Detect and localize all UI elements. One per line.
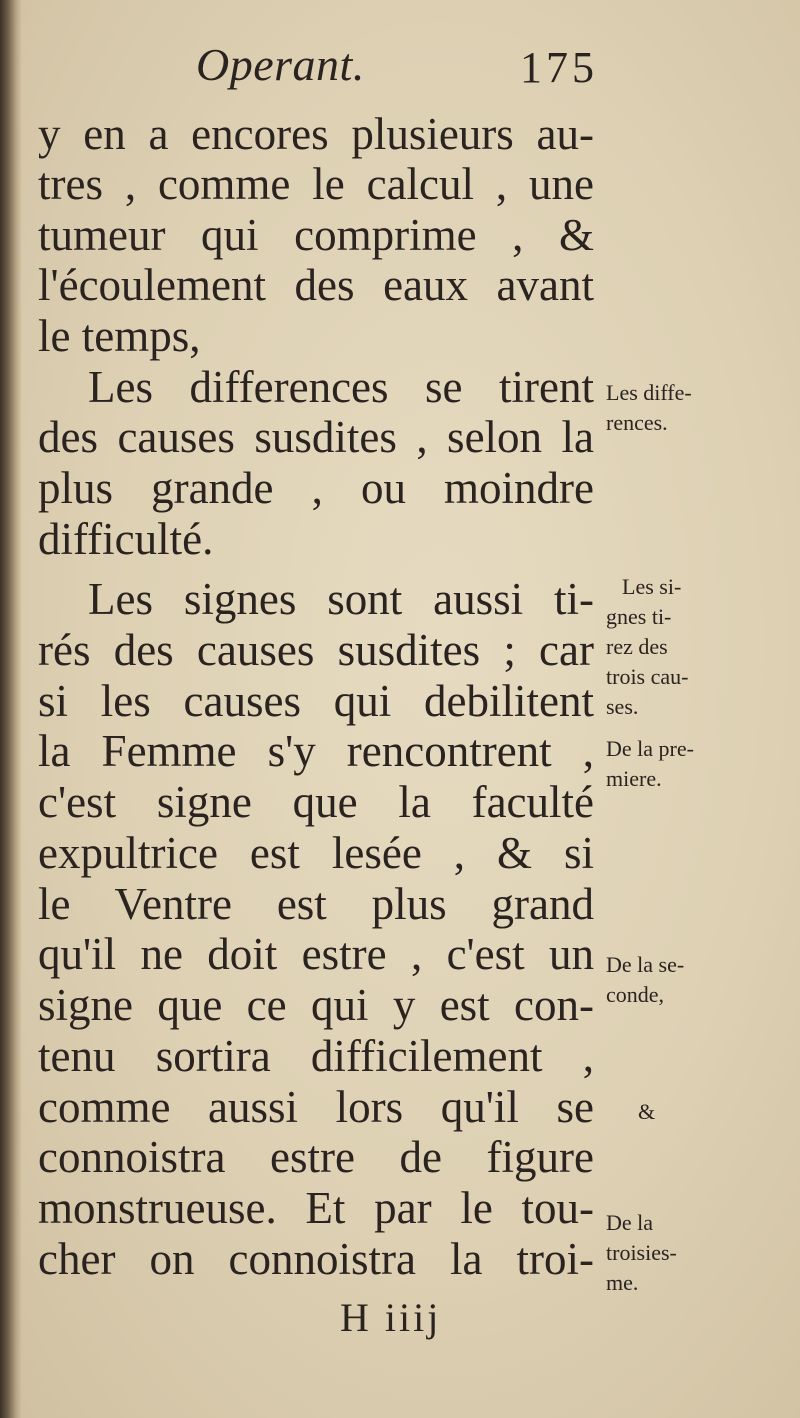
margin-note-line: ses. <box>606 694 639 719</box>
text-line: difficulté. <box>38 514 214 564</box>
margin-note-third <box>606 1208 766 1298</box>
margin-note-line: rences. <box>606 410 668 435</box>
margin-note-first <box>606 734 766 794</box>
margin-note-line: troisies- <box>606 1240 677 1265</box>
margin-note-line: trois cau- <box>606 664 689 689</box>
margin-note-ampersand <box>638 1097 798 1127</box>
text-line: si les causes qui debilitent <box>38 676 594 726</box>
text-line: l'écoulement des eaux avant <box>38 260 594 310</box>
margin-note-line: gnes ti- <box>606 604 672 629</box>
margin-note-line: Les si- <box>622 574 682 599</box>
margin-note-line: miere. <box>606 766 662 791</box>
text-line: plus grande , ou moindre <box>38 463 594 513</box>
text-line: tenu sortira difficilement , <box>38 1031 594 1081</box>
text-line: connoistra estre de figure <box>38 1132 594 1182</box>
text-line: le Ventre est plus grand <box>38 879 594 929</box>
text-line: des causes susdites , selon la <box>38 412 594 462</box>
page-number: 175 <box>520 43 598 92</box>
text-line: qu'il ne doit estre , c'est un <box>38 929 594 979</box>
text-line: Les signes sont aussi ti- <box>88 574 594 624</box>
margin-note-line: De la <box>606 1210 654 1235</box>
margin-note-line: me. <box>606 1270 639 1295</box>
text-line: tres , comme le calcul , une <box>38 159 594 209</box>
margin-note-line: & <box>638 1099 656 1124</box>
text-line: Les differences se tirent <box>88 362 594 412</box>
binding-gutter <box>0 0 22 1418</box>
margin-note-line: De la pre- <box>606 736 694 761</box>
text-line: tumeur qui comprime , & <box>38 210 594 260</box>
text-line: la Femme s'y rencontrent , <box>38 726 594 776</box>
margin-note-line: Les diffe- <box>606 380 692 405</box>
margin-note-second <box>606 950 766 1010</box>
signature-mark: H iiij <box>340 1295 442 1340</box>
text-line: expultrice est lesée , & si <box>38 828 594 878</box>
text-line: cher on connoistra la troi- <box>38 1234 594 1284</box>
margin-note-differences <box>606 378 766 438</box>
margin-note-line: De la se- <box>606 952 685 977</box>
text-line: comme aussi lors qu'il se <box>38 1082 594 1132</box>
margin-note-signs <box>606 572 766 722</box>
margin-note-line: rez des <box>606 634 668 659</box>
text-line: rés des causes susdites ; car <box>38 625 594 675</box>
text-line: monstrueuse. Et par le tou- <box>38 1183 594 1233</box>
text-line: c'est signe que la faculté <box>38 777 594 827</box>
text-line: signe que ce qui y est con- <box>38 980 594 1030</box>
text-line: y en a encores plusieurs au- <box>38 109 594 159</box>
text-line: le temps, <box>38 311 201 361</box>
margin-note-line: conde, <box>606 982 665 1007</box>
running-title: Operant. <box>196 39 365 90</box>
